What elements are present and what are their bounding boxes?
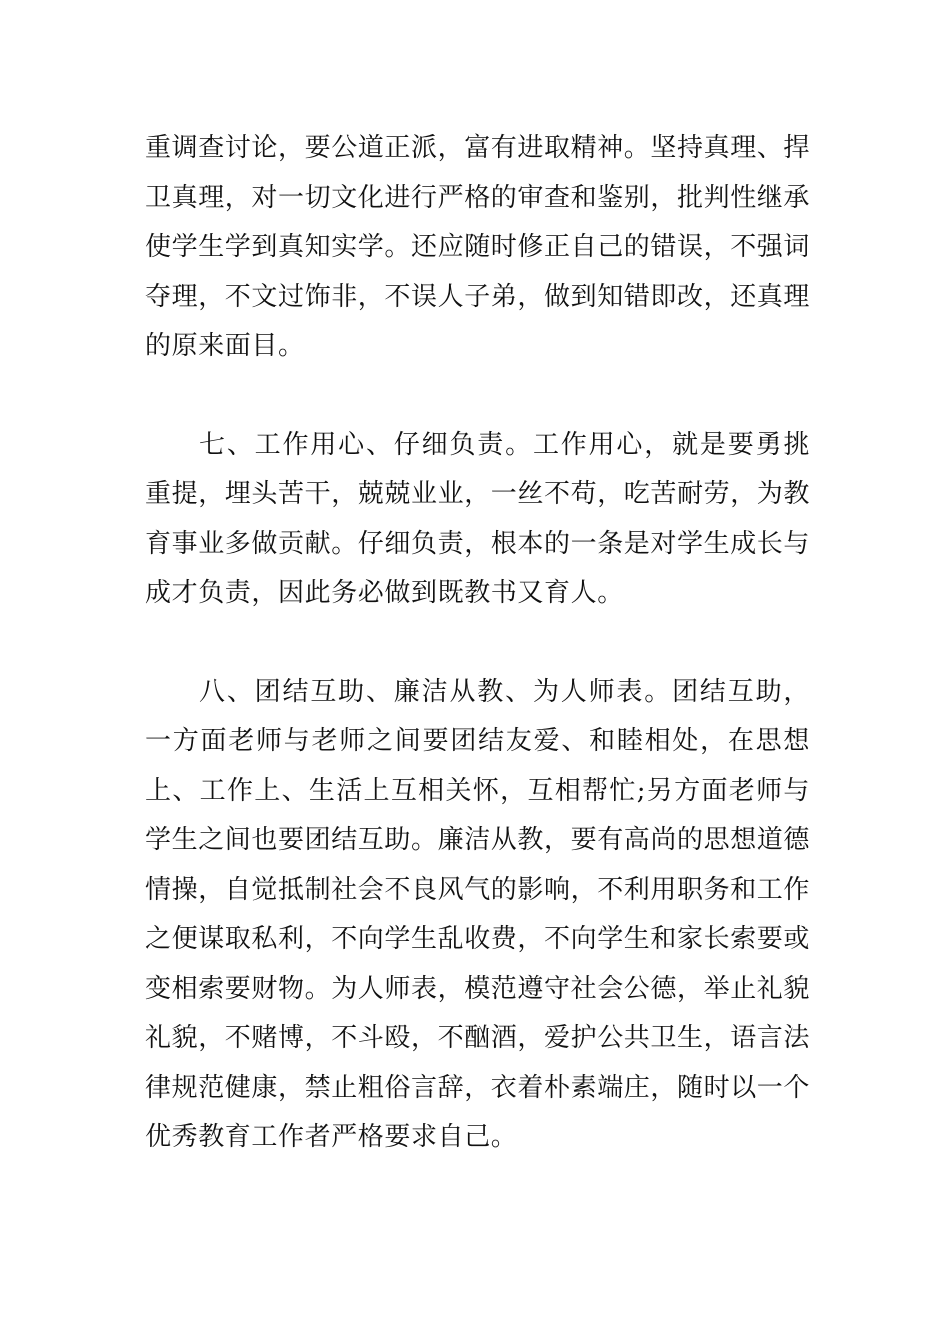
document-body: [145, 124, 810, 1163]
paragraph-section-eight: 八、团结互助、廉洁从教、为人师表。团结互助，一方面老师与老师之间要团结友爱、和睦相处，在思想上、工作上、生活上互相关怀，互相帮忙;另方面老师与学生之间也要团结互助。廉洁从教，要有高尚的思想道德情操，自觉抵制社会不良风气的影响，不利用职务和工作之便谋取私利，不向学生乱收费，不向学生和家长索要或变相索要财物。为人师表，模范遵守社会公德，举止礼貌礼貌，不赌博，不斗殴，不酗酒，爱护公共卫生，语言法律规范健康，禁止粗俗言辞，衣着朴素端庄，随时以一个优秀教育工作者严格要求自己。: [145, 676, 811, 1152]
paragraph-continued: 重调查讨论，要公道正派，富有进取精神。坚持真理、捍卫真理，对一切文化进行严格的审查和鉴别，批判性继承使学生学到真知实学。还应随时修正自己的错误，不强词夺理，不文过饰非，不误人子弟，做到知错即改，还真理的原来面目。: [145, 133, 811, 361]
paragraph-section-seven: 七、工作用心、仔细负责。工作用心，就是要勇挑重提，埋头苦干，兢兢业业，一丝不苟，吃苦耐劳，为教育事业多做贡献。仔细负责，根本的一条是对学生成长与成才负责，因此务必做到既教书又育人。: [145, 429, 811, 608]
